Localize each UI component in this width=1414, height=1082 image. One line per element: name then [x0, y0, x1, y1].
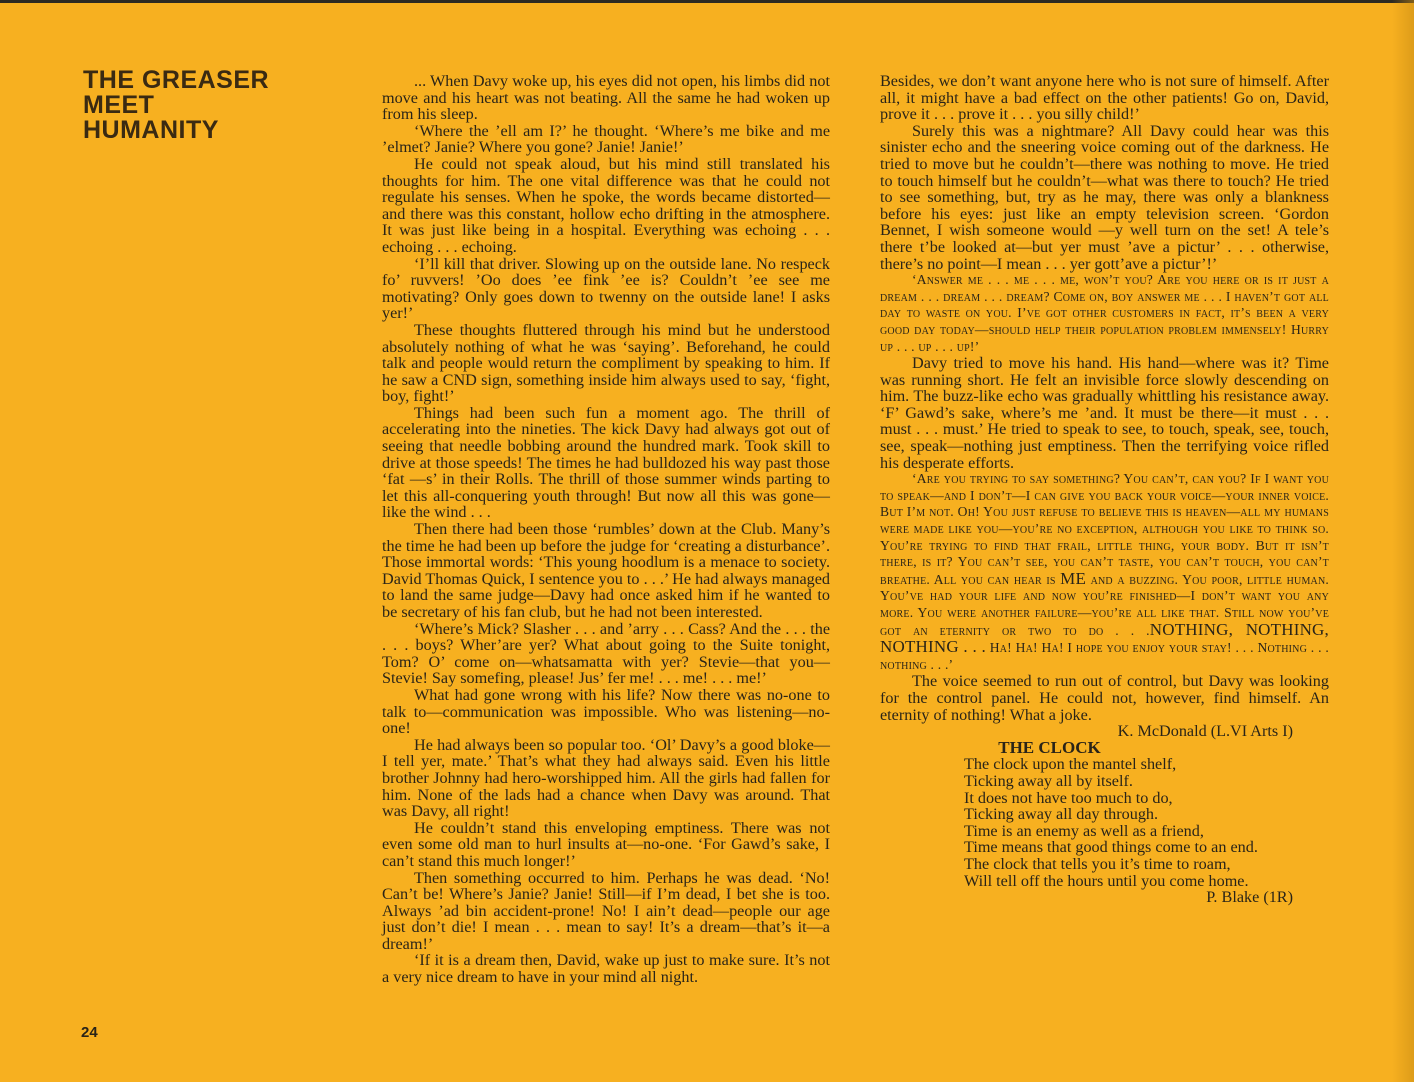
story-paragraph: ‘If it is a dream then, David, wake up just to make sure. It’s not a very nice dream to have in your mind all night. — [382, 951, 830, 987]
poem-line: Ticking away all day through. — [964, 805, 1159, 824]
story-paragraph: What had gone wrong with his life? Now there was no-one to talk to—communication was impossible. Who was listening—no-one! — [382, 685, 830, 738]
poem-line: Time means that good things come to an end. — [964, 838, 1258, 857]
story-paragraph: Then something occurred to him. Perhaps he was dead. ‘No! Can’t be! Where’s Janie? Janie! Still—if I’m dead, I bet she is too. Always ’ad bin accident-prone! No! I ain’t dead—people our age just don’t die! I mean . . . mean to say! It’s a dream—that’s it—a dream!’ — [382, 868, 830, 953]
poem-line: Will tell off the hours until you come home. — [964, 871, 1249, 890]
voice-emphasis-nothing: NOTHING, NOTHING, NOTHING . . . — [880, 619, 1329, 657]
page-number: 24 — [81, 1024, 98, 1041]
story-paragraph: ‘Where’s Mick? Slasher . . . and ’arry . . . Cass? And the . . . the . . . boys? Wher’are yer? What about going to the Suite tonight, Tom? O’ come on—whatsamatta with yer? Stevie—that you—Stevie! Say somefing, please! Jus’ fer me! . . . me! . . . me!’ — [382, 619, 830, 688]
story-paragraph: ‘Where the ’ell am I?’ he thought. ‘Where’s me bike and me ’elmet? Janie? Where you gone? Janie! Janie!’ — [382, 121, 830, 157]
poem-body — [964, 756, 1329, 889]
poem-line: The clock upon the mantel shelf, — [964, 755, 1177, 774]
voice-paragraph: ‘Answer me . . . me . . . me, won’t you? Are you here or is it just a dream . . . dream . . . dream? Come on, boy answer me . . . I haven’t got all day to waste on you. I’ve got other customers in fact, it’s been a very good day today—should help their population problem immensely! Hurry up . . . up . . . up!’ — [880, 272, 1329, 354]
poem-line: Ticking away all by itself. — [964, 771, 1133, 790]
poem-author: P. Blake (1R) — [1206, 888, 1293, 907]
title-line: THE GREASER — [83, 66, 270, 94]
title-line: HUMANITY — [83, 116, 219, 144]
page-gutter-shade — [1392, 0, 1414, 1082]
story-paragraph: Then there had been those ‘rumbles’ down at the Club. Many’s the time he had been up before the judge for ‘creating a disturbance’. Those immortal words: ‘This young hoodlum is a menace to society. David Thomas Quick, I sentence you to . . .’ He had always managed to land the same judge—Davy had once asked him if he wanted to be secretary of his fan club, but he had not been interested. — [382, 520, 830, 621]
story-paragraph: He had always been so popular too. ‘Ol’ Davy’s a good bloke—I tell yer, mate.’ That’s what they had always said. Even his little brother Johnny had hero-worshipped him. All the girls had fallen for him. None of the lads had a chance when Davy was around. That was Davy, all right! — [382, 735, 830, 821]
voice-text: ‘Are you trying to say something? You can’t, can you? If I want you to speak—and I don’t—I can give you back your voice—your inner voice. But I’m not. Oh! You just refuse to believe this is heaven—all my humans were made like you—you’re no exception, although you like to think so. You’re trying to find that frail, little thing, your body. But it isn’t there, is it? You can’t see, you can’t taste, you can’t touch, you can’t breathe. All you can hear is — [880, 471, 1329, 587]
story-paragraph: Things had been such fun a moment ago. The thrill of accelerating into the nineties. The kick Davy had always got out of seeing that needle bobbing around the hundred mark. Took skill to drive at those speeds! The times he had bulldozed his way past those ‘fat —s’ in their Rolls. The thrill of those summer winds parting to let this all-conquering youth through! But now all this was gone—like the wind . . . — [382, 403, 830, 522]
title-line: MEET — [83, 91, 155, 119]
story-paragraph: ‘I’ll kill that driver. Slowing up on the outside lane. No respeck fo’ ruvvers! ’Oo does ’ee fink ’ee is? Couldn’t ’ee see me motivating? Only goes down to twenny on the outside lane! I asks yer!’ — [382, 254, 830, 323]
voice-emphasis-me: ME — [1060, 568, 1087, 588]
story-paragraph: These thoughts fluttered through his mind but he understood absolutely nothing of what he was ‘saying’. Beforehand, he could talk and people would return the compliment by speaking to him. If he saw a CND sign, something inside him always used to say, ‘fight, boy, fight!’ — [382, 320, 830, 406]
poem-line: Time is an enemy as well as a friend, — [964, 821, 1204, 840]
story-paragraph: Surely this was a nightmare? All Davy could hear was this sinister echo and the sneering voice coming out of the darkness. He tried to move but he couldn’t—there was nothing to move. He tried to touch himself but he couldn’t—what was there to touch? He tried to see something, but, try as he may, there was only a blankness before his eyes: just like an empty television screen. ‘Gordon Bennet, I wish someone would —y well turn on the set! A tele’s there t’be looked at—but yer must ’ave a pictur’ . . . otherwise, there’s no point—I mean . . . yer gott’ave a pictur’!’ — [880, 121, 1329, 273]
voice-text: Ha! Ha! Ha! I hope you enjoy your stay! . . . Nothing . . . nothing . . .’ — [880, 640, 1330, 672]
story-paragraph: ... When Davy woke up, his eyes did not open, his limbs did not move and his heart was not beating. All the same he had woken up from his sleep. — [382, 72, 830, 124]
poem-title: THE CLOCK — [998, 737, 1101, 757]
story-column-left — [382, 73, 830, 986]
poem-line: The clock that tells you it’s time to roam, — [964, 854, 1231, 873]
article-title — [83, 68, 303, 143]
story-paragraph: He couldn’t stand this enveloping emptiness. There was not even some old man to hurl insults at—no-one. ‘For Gawd’s sake, I can’t stand this much longer!’ — [382, 818, 830, 870]
poem-line: It does not have too much to do, — [964, 788, 1173, 807]
top-edge-line — [0, 0, 1414, 3]
story-paragraph: Besides, we don’t want anyone here who is not sure of himself. After all, it might have a bad effect on the other patients! Go on, David, prove it . . . prove it . . . you silly child!’ — [880, 72, 1329, 124]
voice-paragraph — [880, 471, 1329, 673]
story-author: K. McDonald (L.VI Arts I) — [1117, 722, 1293, 741]
story-column-right — [880, 73, 1329, 906]
story-paragraph: He could not speak aloud, but his mind still translated his thoughts for him. The one vital difference was that he could not regulate his senses. When he spoke, the words became distorted—and there was this constant, hollow echo drifting in the atmosphere. It was just like being in a hospital. Everything was echoing . . . echoing . . . echoing. — [382, 154, 830, 256]
story-paragraph: The voice seemed to run out of control, but Davy was looking for the control panel. He could not, however, find himself. An eternity of nothing! What a joke. — [880, 672, 1329, 724]
voice-text: and a buzzing. You poor, little human. You’ve had your life and now you’re finished—I don’t want you any more. You were another failure—you’re all like that. Still now you’ve got an eternity or two to do . . . — [880, 571, 1329, 638]
story-paragraph: Davy tried to move his hand. His hand—where was it? Time was running short. He felt an invisible force slowly descending on him. The buzz-like echo was gradually whittling his resistance away. ‘F’ Gawd’s sake, where’s me ’and. It must be there—it must . . . must . . . must.’ He tried to speak to see, to touch, speak, see, touch, see, speak—nothing just emptiness. Then the terrifying voice rifled his desperate efforts. — [880, 354, 1329, 472]
